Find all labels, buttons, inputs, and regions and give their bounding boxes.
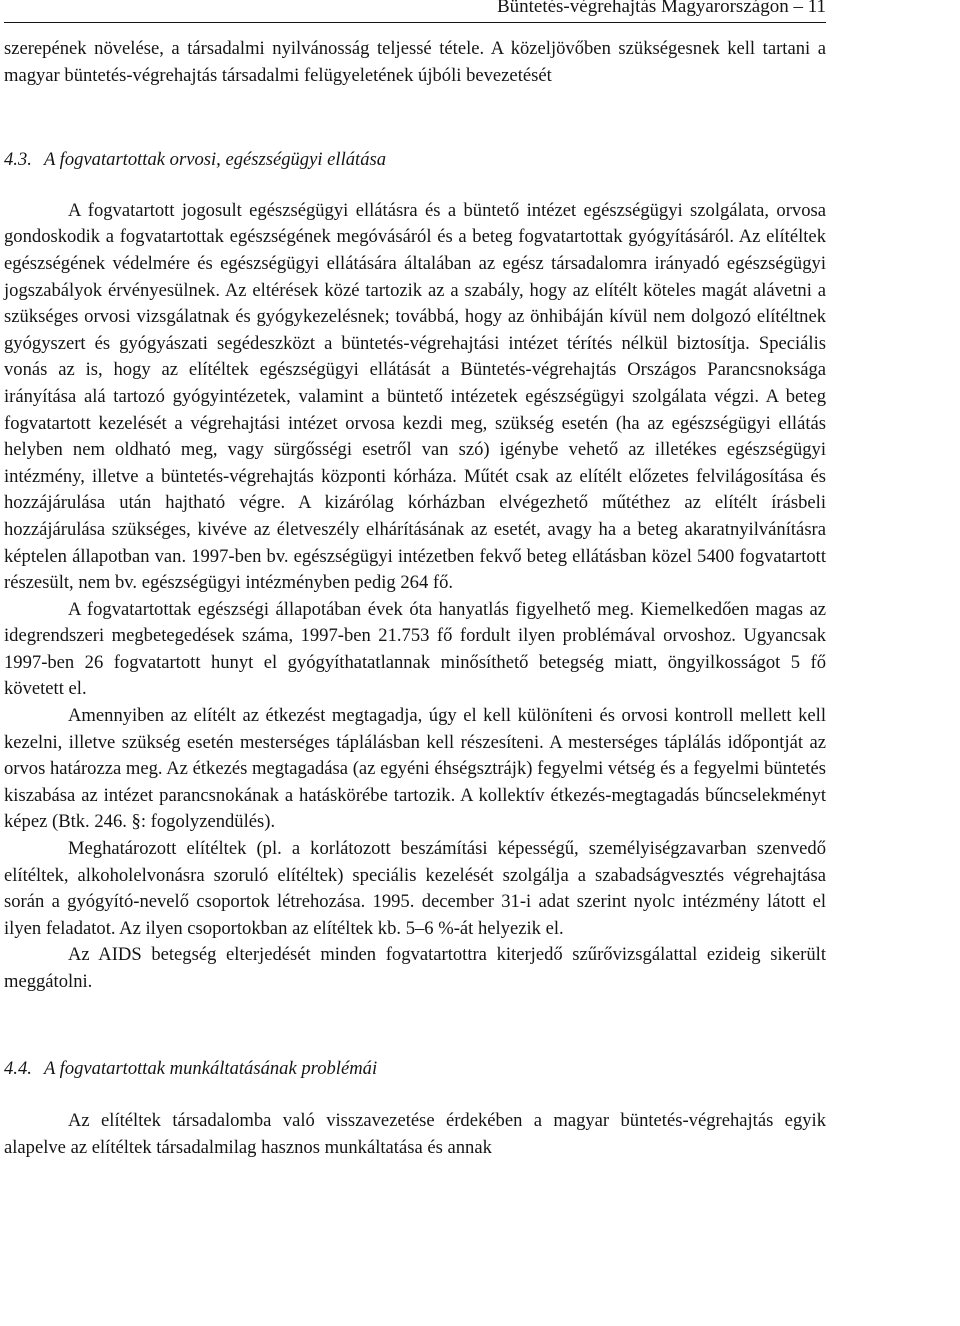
running-title: Büntetés-végrehajtás Magyarországon – 11 [496, 0, 826, 17]
section-title: A fogvatartottak orvosi, egészségügyi ellátása [44, 149, 387, 171]
page-body [4, 36, 826, 1161]
section-title: A fogvatartottak munkáltatásának problémái [44, 1057, 378, 1079]
section-heading-4-4 [4, 1056, 826, 1083]
body-paragraph: Az elítéltek társadalomba való visszavezetése érdekében a magyar büntetés-végrehajtás egyik alapelve az elítéltek társadalmilag hasznos munkáltatása és annak [4, 1110, 826, 1158]
section-heading-4-3 [4, 147, 826, 174]
body-paragraph: A fogvatartottak egészségi állapotában évek óta hanyatlás figyelhető meg. Kiemelkedően magas az idegrendszeri megbetegedések száma, 1997-ben 21.753 fő fordult ilyen problémával orvoshoz. Ugyancsak 1997-ben 26 fogvatartott hunyt el gyógyíthatatlannak minősíthető betegség miatt, öngyilkosságot 5 fő követett el. [4, 598, 826, 700]
body-paragraph: Az AIDS betegség elterjedését minden fogvatartottra kiterjedő szűrővizsgálattal ezideig sikerült meggátolni. [4, 944, 826, 992]
intro-paragraph: szerepének növelése, a társadalmi nyilvánosság teljessé tétele. A közeljövőben szükségesnek kell tartani a magyar büntetés-végrehajtás társadalmi felügyeletének újbóli bevezetését [4, 38, 826, 86]
section-number: 4.3. [4, 149, 32, 171]
section-number: 4.4. [4, 1057, 32, 1079]
body-paragraph: Meghatározott elítéltek (pl. a korlátozott beszámítási képességű, személyiségzavarban szenvedő elítéltek, alkoholelvonásra szoruló elítéltek) speciális kezelését szolgálja a szabadságvesztés végrehajtása során a gyógyító-nevelő csoportok létrehozása. 1995. december 31-i adat szerint nyolc intézmény látott el ilyen feladatot. Az ilyen csoportokban az elítéltek kb. 5–6 %-át helyezik el. [4, 838, 826, 939]
running-header [4, 0, 826, 23]
body-paragraph: A fogvatartott jogosult egészségügyi ellátásra és a büntető intézet egészségügyi szolgálata, orvosa gondoskodik a fogvatartottak egészségének megóvásáról és a beteg fogvatartottak gyógyításáról. Az elítéltek egészségének védelmére és egészségügyi ellátására általában az egész társadalomra irányadó egészségügyi jogszabályok érvényesülnek. Az eltérések közé tartozik az a szabály, hogy az elítélt köteles magát alávetni a szükséges orvosi vizsgálatnak és gyógykezelésnek; továbbá, hogy az önhibáján kívül nem dolgozó elítéltnek gyógyszert és gyógyászati segédeszközt a büntetés-végrehajtási intézet térítés nélkül biztosítja. Speciális vonás az is, hogy az elítéltek egészségügyi ellátását a Büntetés-végrehajtás Országos Parancsnoksága irányítása alá tartozó gyógyintézetek, valamint a büntető intézetek egészségügyi szolgálata végzi. A beteg fogvatartott kezelését a végrehajtási intézet orvosa kezdi meg, szükség esetén (ha az egészségügyi ellátás helyben nem oldható meg, vagy sürgősségi esetről van szó) igénybe vehető az illetékes egészségügyi intézmény, illetve a büntetés-végrehajtás központi kórháza. Műtét csak az elítélt előzetes felvilágosítása és hozzájárulása után hajtható végre. A kizárólag kórházban elvégezhető műtéthez az elítélt írásbeli hozzájárulása szükséges, kivéve az életveszély elhárításának az esetét, avagy ha a beteg akaratnyilvánításra képtelen állapotban van. 1997-ben bv. egészségügyi intézetben fekvő beteg ellátásban közel 5400 fogvatartott részesült, nem bv. egészségügyi intézményben pedig 264 fő. [4, 199, 826, 594]
body-paragraph: Amennyiben az elítélt az étkezést megtagadja, úgy el kell különíteni és orvosi kontroll mellett kell kezelni, illetve szükség esetén mesterséges táplálásban kell részesíteni. A mesterséges táplálás időpontját az orvos határozza meg. Az étkezés megtagadása (az egyéni éhségsztrájk) fegyelmi vétség és a fegyelmi büntetés kiszabása az intézet parancsnokának a hatáskörébe tartozik. A kollektív étkezés-megtagadás bűncselekményt képez (Btk. 246. §: fogolyzendülés). [4, 705, 826, 833]
